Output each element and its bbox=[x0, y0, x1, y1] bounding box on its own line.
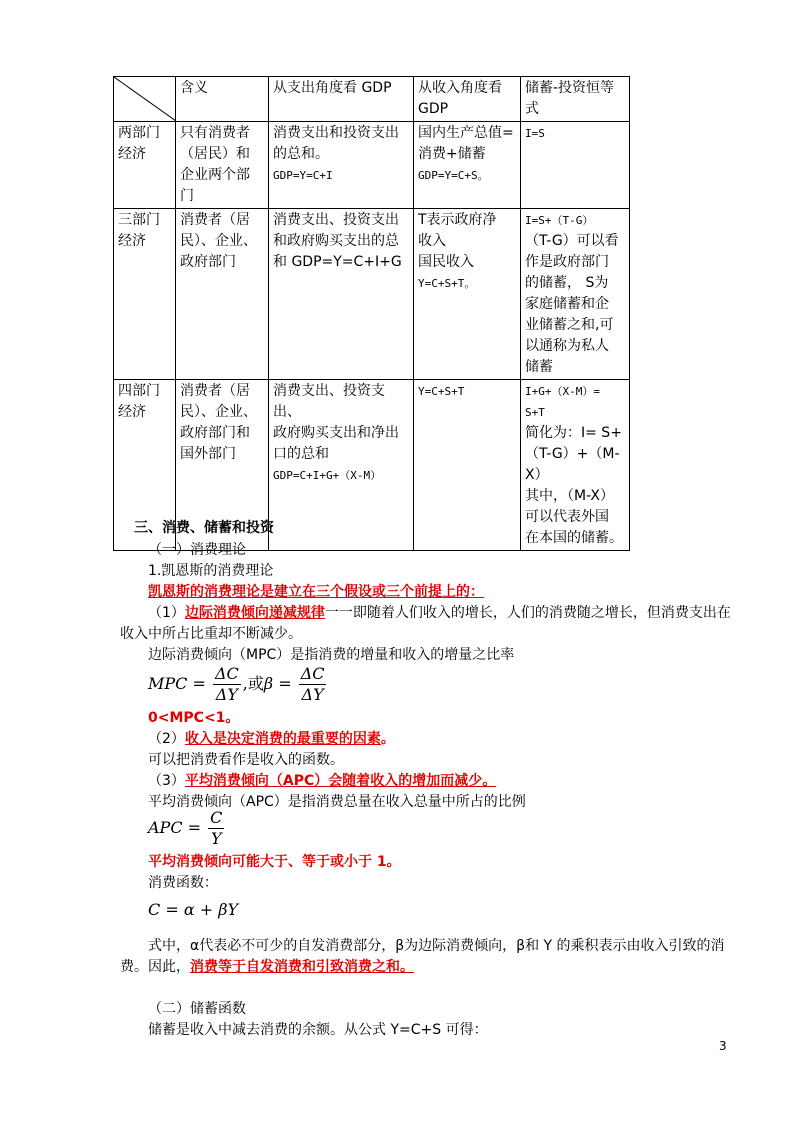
paragraph-2-cont: 可以把消费看作是收入的函数。 bbox=[148, 752, 344, 768]
apc-fraction: $\frac{C}{Y}$ bbox=[210, 808, 223, 848]
corner-cell bbox=[114, 77, 176, 122]
cell-income: 国内生产总值= 消费+储蓄 GDP=Y=C+S。 bbox=[414, 122, 521, 209]
cell-identity: I=S+（T-G） （T-G）可以看 作是政府部门 的储蓄， S为 家庭储蓄和企 业储蓄之和,可 以通称为私人 储蓄 bbox=[521, 209, 630, 380]
row-label: 三部门经济 bbox=[114, 209, 176, 380]
cell-identity: I+G+（X-M）= S+T 简化为：I= S+ （T-G）+（M-X） 其中，（M-X） 可以代表外国 在本国的储蓄。 bbox=[521, 380, 630, 551]
header-expenditure: 从支出角度看 GDP bbox=[269, 77, 414, 122]
apc-formula: APC = $\frac{C}{Y}$ bbox=[148, 808, 223, 848]
consumption-formula: C = α + βY bbox=[148, 900, 239, 919]
table-row bbox=[114, 209, 630, 380]
mpc-formula: MPC = $\frac{\Delta C}{\Delta Y}$ ,或β = $\frac{\Delta C}{\Delta Y}$ bbox=[148, 664, 325, 704]
subsection-heading: （一）消费理论 bbox=[148, 542, 246, 558]
row-label: 四部门经济 bbox=[114, 380, 176, 551]
table-row bbox=[114, 122, 630, 209]
cell-meaning: 消费者（居 民）、企业、 政府部门和 国外部门 bbox=[176, 380, 269, 551]
cell-income: Y=C+S+T bbox=[414, 380, 521, 551]
cell-meaning: 消费者（居 民）、企业、 政府部门 bbox=[176, 209, 269, 380]
keynes-premise: 凯恩斯的消费理论是建立在三个假设或三个前提上的： bbox=[148, 584, 484, 600]
apc-range: 平均消费倾向可能大于、等于或小于 1。 bbox=[148, 854, 401, 870]
cell-expenditure: 消费支出和投资支出 的总和。 GDP=Y=C+I bbox=[269, 122, 414, 209]
paragraph-1-cont: 收入中所占比重却不断减少。 bbox=[120, 626, 302, 642]
page-number: 3 bbox=[719, 1039, 727, 1053]
item-heading: 1.凯恩斯的消费理论 bbox=[148, 563, 274, 579]
mpc-definition: 边际消费倾向（MPC）是指消费的增量和收入的增量之比率 bbox=[148, 647, 515, 663]
table-header-row bbox=[114, 77, 630, 122]
cell-meaning: 只有消费者 （居民）和 企业两个部 门 bbox=[176, 122, 269, 209]
explanation-line-2: 费。因此，消费等于自发消费和引致消费之和。 bbox=[120, 959, 414, 975]
consumption-function-label: 消费函数： bbox=[148, 875, 218, 891]
paragraph-2: （2）收入是决定消费的最重要的因素。 bbox=[148, 731, 395, 747]
gdp-table bbox=[113, 76, 630, 551]
section-heading: 三、消费、储蓄和投资 bbox=[134, 520, 274, 536]
header-income: 从收入角度看 GDP bbox=[414, 77, 521, 122]
cell-expenditure: 消费支出、投资支出 和政府购买支出的总 和 GDP=Y=C+I+G bbox=[269, 209, 414, 380]
beta-fraction: $\frac{\Delta C}{\Delta Y}$ bbox=[300, 664, 325, 704]
explanation-line-1: 式中，α代表必不可少的自发消费部分，β为边际消费倾向，β和 Y 的乘积表示由收入引致的消 bbox=[148, 938, 725, 954]
paragraph-1: （1）边际消费倾向递减规律一一即随着人们收入的增长，人们的消费随之增长，但消费支出在 bbox=[148, 605, 731, 621]
cell-expenditure: 消费支出、投资支出、 政府购买支出和净出 口的总和 GDP=C+I+G+（X-M） bbox=[269, 380, 414, 551]
subsection-heading-2: （二）储蓄函数 bbox=[148, 1001, 246, 1017]
row-label: 两部门经济 bbox=[114, 122, 176, 209]
header-identity: 储蓄-投资恒等式 bbox=[521, 77, 630, 122]
paragraph-3: （3）平均消费倾向（APC）会随着收入的增加而减少。 bbox=[148, 773, 497, 789]
saving-definition: 储蓄是收入中减去消费的余额。从公式 Y=C+S 可得： bbox=[148, 1022, 488, 1038]
cell-identity: I=S bbox=[521, 122, 630, 209]
cell-income: T表示政府净 收入 国民收入 Y=C+S+T。 bbox=[414, 209, 521, 380]
mpc-fraction: $\frac{\Delta C}{\Delta Y}$ bbox=[214, 664, 239, 704]
mpc-range: 0<MPC<1。 bbox=[148, 710, 240, 726]
header-meaning: 含义 bbox=[176, 77, 269, 122]
apc-definition: 平均消费倾向（APC）是指消费总量在收入总量中所占的比例 bbox=[148, 794, 526, 810]
